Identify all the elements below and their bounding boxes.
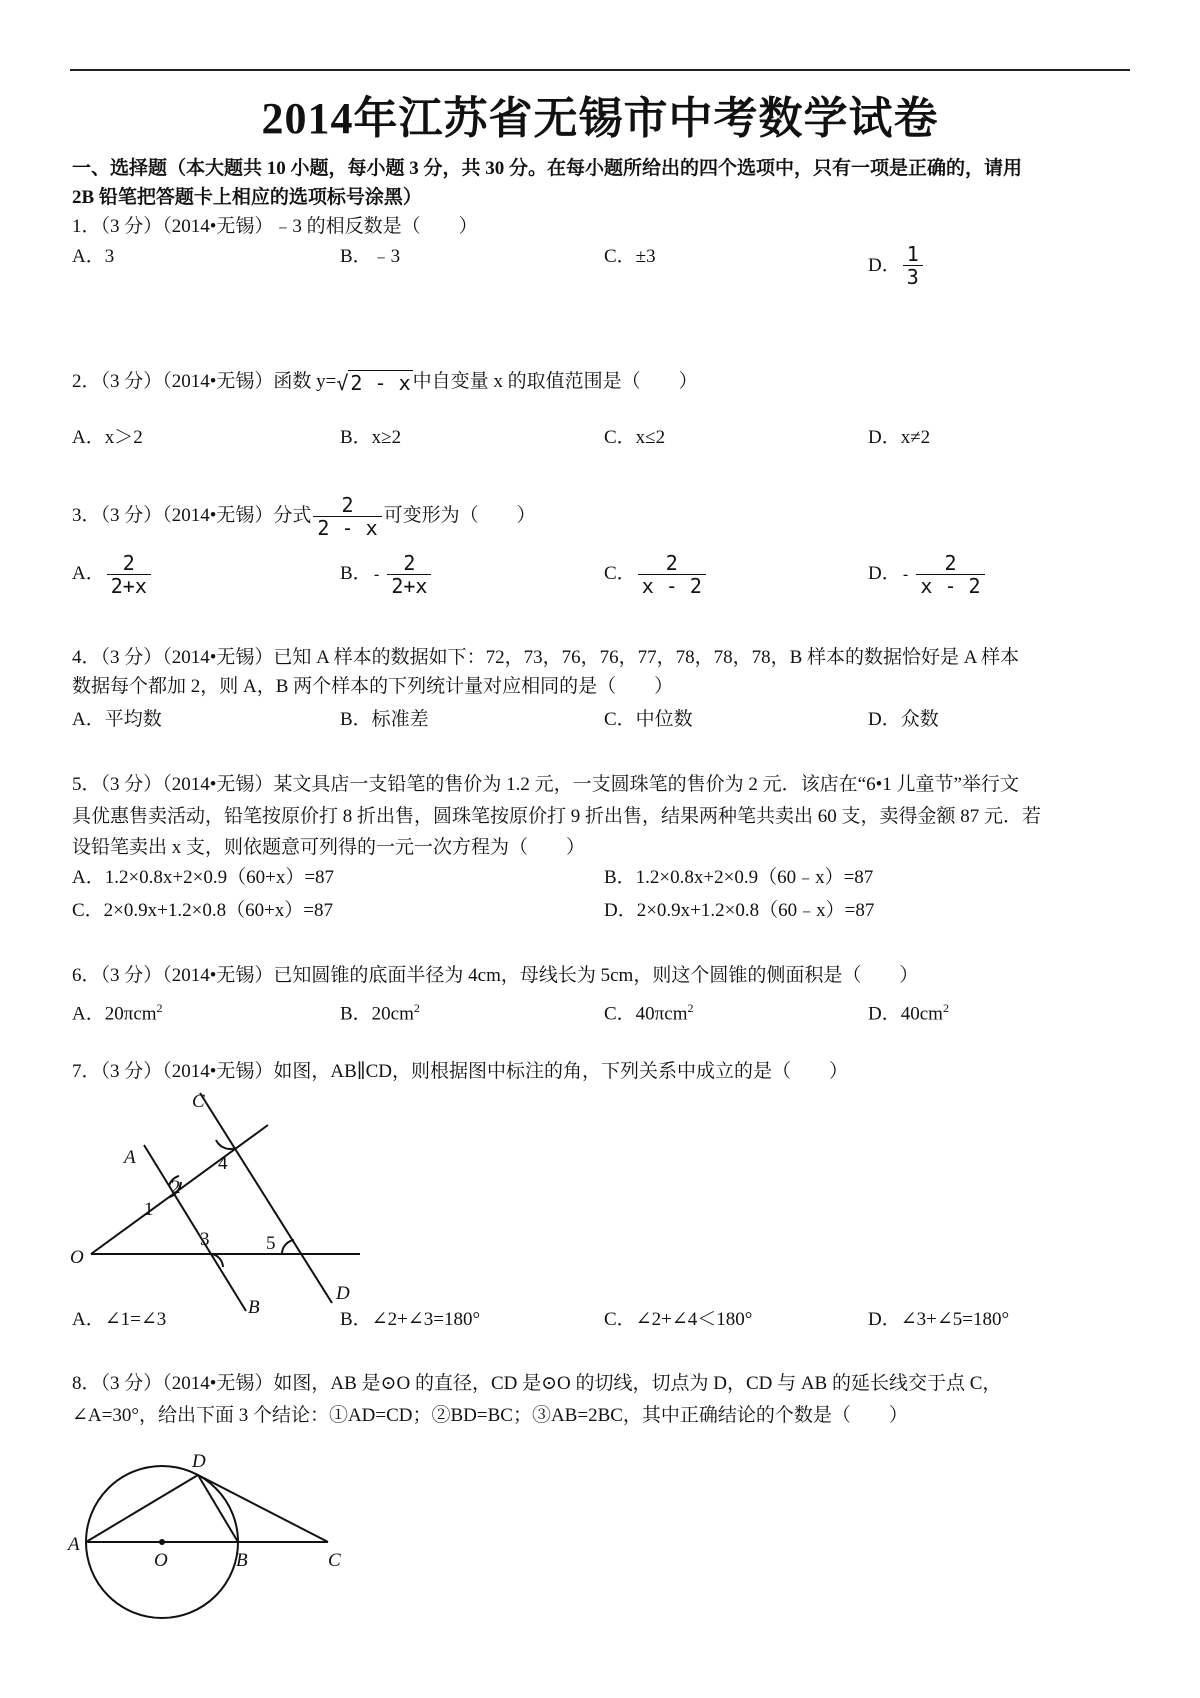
- q6-option-c-text: C．40πcm: [604, 1003, 688, 1025]
- q3-option-c: [604, 548, 708, 600]
- q6-option-b: [340, 996, 420, 1026]
- q3-a-denominator: 2+x: [107, 574, 151, 597]
- q8-line-ad: [86, 1475, 198, 1542]
- q7-label-5: 5: [266, 1233, 276, 1254]
- section-instruction-line2: 2B 铅笔把答题卡上相应的选项标号涂黑）: [72, 187, 422, 208]
- q1-d-denominator: 3: [903, 265, 923, 288]
- q3-stem-pre: 3．（3 分）（2014•无锡）分式: [72, 505, 312, 526]
- q8-label-a: A: [68, 1534, 80, 1555]
- q2-option-c: C．x≤2: [604, 427, 666, 448]
- q4-option-a: A．平均数: [72, 709, 162, 730]
- q3-option-d-fraction: [916, 552, 984, 597]
- q5-stem-line3: 设铅笔卖出 x 支，则依题意可列得的一元一次方程为（ ）: [72, 837, 586, 858]
- q3-stem-numerator: 2: [341, 493, 354, 518]
- q1-option-a: A．3: [72, 246, 115, 267]
- q3-c-denominator: x - 2: [638, 574, 706, 597]
- q6-option-c: [604, 996, 693, 1026]
- q1-stem: 1．（3 分）（2014•无锡）﹣3 的相反数是（ ）: [72, 216, 478, 237]
- page-title: 2014年江苏省无锡市中考数学试卷: [261, 94, 939, 143]
- q3-b-numerator: 2: [403, 551, 416, 576]
- q3-option-b-sign: -: [371, 564, 382, 584]
- q3-c-numerator: 2: [665, 551, 678, 576]
- q7-line-ab: [144, 1145, 246, 1311]
- q6-option-d: [868, 996, 949, 1026]
- q7-label-o: O: [70, 1247, 84, 1268]
- q4-option-b: B．标准差: [340, 709, 429, 730]
- q7-option-a: A．∠1=∠3: [72, 1309, 167, 1330]
- q6-option-a: [72, 996, 163, 1026]
- q3-stem-denominator: 2 - x: [313, 516, 381, 539]
- q5-option-c: C．2×0.9x+1.2×0.8（60+x）=87: [72, 900, 333, 921]
- q7-label-b: B: [248, 1297, 260, 1317]
- q6-option-b-exponent: 2: [413, 1001, 420, 1015]
- q3-option-d-label: D．: [868, 563, 901, 584]
- q3-stem-fraction: [313, 494, 381, 539]
- q7-label-c: C: [192, 1091, 205, 1112]
- q4-option-c: C．中位数: [604, 709, 693, 730]
- q3-option-c-fraction: [638, 552, 706, 597]
- q7-line-cd: [200, 1093, 332, 1303]
- q6-stem: 6．（3 分）（2014•无锡）已知圆锥的底面半径为 4cm，母线长为 5cm，则这个圆锥的侧面积是（ ）: [72, 965, 919, 986]
- q1-option-d: [868, 242, 925, 289]
- q1-option-d-fraction: [903, 243, 923, 288]
- q8-label-d: D: [192, 1451, 206, 1472]
- q2-stem-post: 中自变量 x 的取值范围是（ ）: [412, 371, 698, 392]
- q5-option-a: A．1.2×0.8x+2×0.9（60+x）=87: [72, 867, 335, 888]
- q6-option-a-exponent: 2: [156, 1001, 163, 1015]
- q8-figure: [66, 1430, 366, 1640]
- q5-option-b: B．1.2×0.8x+2×0.9（60﹣x）=87: [604, 867, 874, 888]
- q3-option-b: [340, 548, 433, 601]
- q7-stem: 7．（3 分）（2014•无锡）如图，AB∥CD，则根据图中标注的角，下列关系中成立的是（ ）: [72, 1061, 848, 1082]
- q3-stem: [72, 490, 536, 542]
- q1-option-b: B．﹣3: [340, 246, 401, 267]
- q7-figure: [66, 1085, 376, 1317]
- q3-stem-post: 可变形为（ ）: [383, 505, 536, 526]
- q5-option-d: D．2×0.9x+1.2×0.8（60﹣x）=87: [604, 900, 875, 921]
- q6-option-d-exponent: 2: [942, 1001, 949, 1015]
- q7-label-d: D: [336, 1283, 350, 1304]
- q3-option-d-sign: -: [900, 564, 911, 584]
- q5-stem-line2: 具优惠售卖活动，铅笔按原价打 8 折出售，圆珠笔按原价打 9 折出售，结果两种笔共卖出 60 支，卖得金额 87 元．若: [72, 806, 1042, 827]
- q5-stem-line1: 5．（3 分）（2014•无锡）某文具店一支铅笔的售价为 1.2 元，一支圆珠笔的售价为 2 元．该店在“6•1 儿童节”举行文: [72, 774, 1019, 795]
- section-instruction-line1: 一、选择题（本大题共 10 小题，每小题 3 分，共 30 分。在每小题所给出的四个选项中，只有一项是正确的，请用: [72, 158, 1023, 179]
- q6-option-a-text: A．20πcm: [72, 1003, 157, 1025]
- q6-option-c-exponent: 2: [687, 1001, 694, 1015]
- q8-label-c: C: [328, 1550, 341, 1571]
- q2-option-a: A．x＞2: [72, 427, 143, 448]
- q4-stem-line2: 数据每个都加 2，则 A，B 两个样本的下列统计量对应相同的是（ ）: [72, 676, 674, 697]
- q1-d-numerator: 1: [906, 242, 919, 266]
- q8-center-dot: [159, 1539, 165, 1545]
- q4-stem-line1: 4．（3 分）（2014•无锡）已知 A 样本的数据如下：72，73，76，76，77，78，78，78，B 样本的数据恰好是 A 样本: [72, 647, 1020, 668]
- q3-a-numerator: 2: [122, 551, 135, 576]
- q3-option-c-label: C．: [604, 563, 636, 584]
- q8-stem-line1: 8．（3 分）（2014•无锡）如图，AB 是⊙O 的直径，CD 是⊙O 的切线，切点为 D，CD 与 AB 的延长线交于点 C，: [72, 1373, 1002, 1394]
- q7-option-b: B．∠2+∠3=180°: [340, 1309, 481, 1330]
- q7-angle5-arc: [282, 1240, 294, 1254]
- q7-option-c: C．∠2+∠4＜180°: [604, 1309, 753, 1330]
- q3-option-b-label: B．: [340, 563, 372, 584]
- header-rule: [70, 69, 1130, 71]
- q7-label-3: 3: [200, 1229, 210, 1250]
- q2-option-b: B．x≥2: [340, 427, 402, 448]
- q2-stem: [72, 370, 698, 395]
- q3-b-denominator: 2+x: [387, 574, 431, 597]
- q1-option-c: C．±3: [604, 246, 656, 267]
- q1-option-d-label: D．: [868, 254, 901, 276]
- q3-option-a: [72, 548, 153, 600]
- q3-option-b-fraction: [387, 552, 431, 597]
- q2-radicand: 2 - x: [350, 370, 411, 395]
- q7-option-d: D．∠3+∠5=180°: [868, 1309, 1010, 1330]
- q3-option-a-label: A．: [72, 563, 105, 584]
- q2-option-d: D．x≠2: [868, 427, 931, 448]
- q6-option-b-text: B．20cm: [340, 1003, 414, 1025]
- q7-label-4: 4: [218, 1153, 228, 1174]
- q3-option-d: [868, 548, 987, 601]
- q8-label-o: O: [154, 1550, 168, 1571]
- q3-option-a-fraction: [107, 552, 151, 597]
- q8-stem-line2: ∠A=30°，给出下面 3 个结论：①AD=CD；②BD=BC；③AB=2BC，其中正确结论的个数是（ ）: [72, 1405, 908, 1426]
- q7-label-2: 2: [171, 1177, 181, 1198]
- q4-option-d: D．众数: [868, 709, 939, 730]
- q6-option-d-text: D．40cm: [868, 1003, 943, 1025]
- q7-label-a: A: [124, 1147, 136, 1168]
- q2-stem-pre: 2．（3 分）（2014•无锡）函数 y=: [72, 371, 337, 392]
- q3-d-denominator: x - 2: [916, 574, 984, 597]
- q2-sqrt-expression: √ 2 - x: [336, 370, 411, 395]
- q7-label-1: 1: [144, 1199, 154, 1220]
- q3-d-numerator: 2: [944, 551, 957, 576]
- q8-label-b: B: [236, 1550, 248, 1571]
